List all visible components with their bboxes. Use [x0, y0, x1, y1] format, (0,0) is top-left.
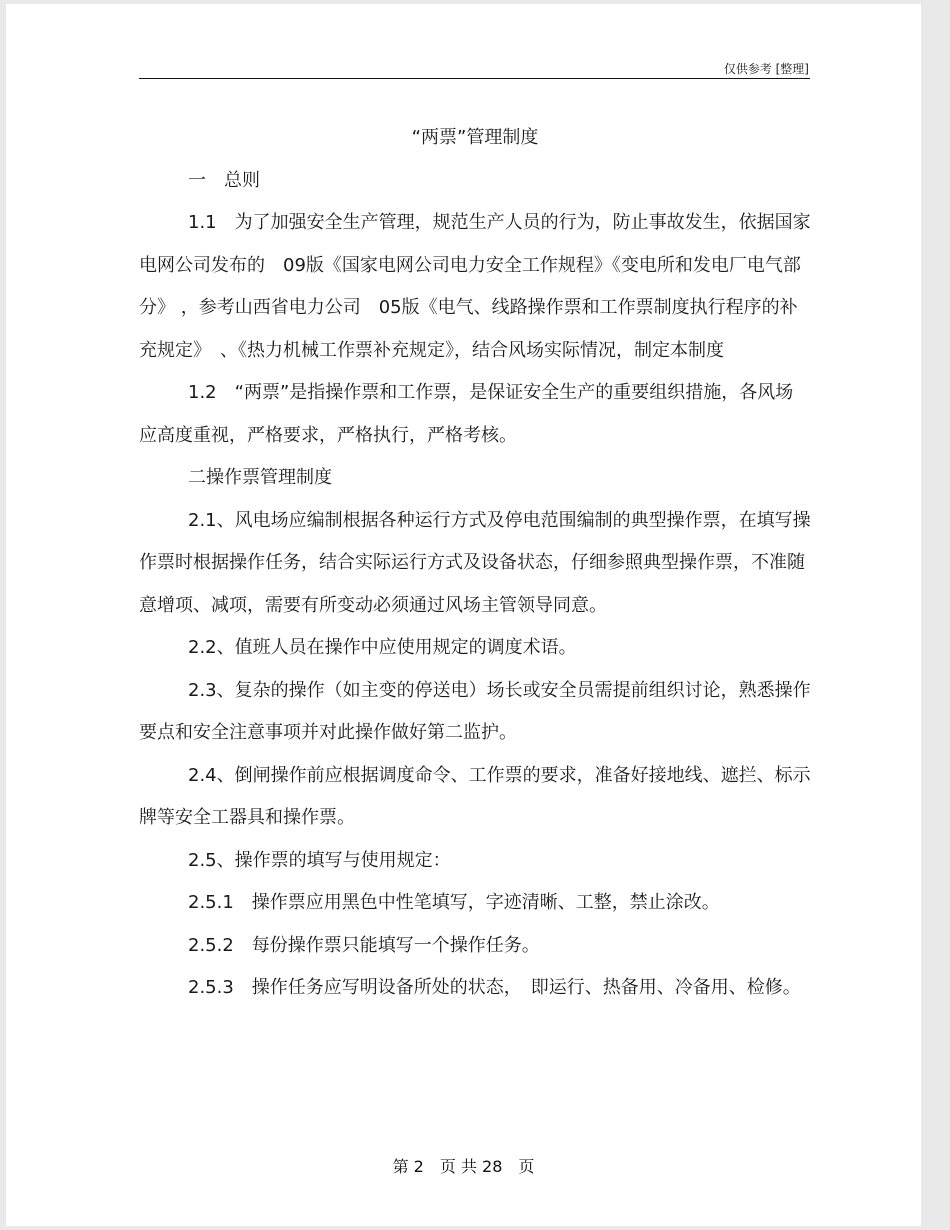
paragraph-2-5-2: 2.5.2 每份操作票只能填写一个操作任务。 [188, 934, 540, 956]
document-title: “两票”管理制度 [411, 127, 539, 148]
paragraph-2-2: 2.2、值班人员在操作中应使用规定的调度术语。 [188, 637, 577, 658]
paragraph-1-1: 1.1 为了加强安全生产管理，规范生产人员的行为，防止事故发生，依据国家电网公司发布的 09版《国家电网公司电力安全工作规程》《变电所和发电厂电气部分》 ，参考山西省电力公司 05版《电气、线路操作票和工作票制度执行程序的补充规定》 、《热力机械工作票补充规定》，结合风场实际情况，制定本制度 [139, 212, 811, 361]
section-heading-operation-ticket: 二操作票管理制度 [188, 467, 332, 488]
paragraph-2-4: 2.4、倒闸操作前应根据调度命令、工作票的要求，准备好接地线、遮拦、标示牌等安全工器具和操作票。 [139, 764, 811, 828]
paragraph-2-1: 2.1、风电场应编制根据各种运行方式及停电范围编制的典型操作票，在填写操作票时根据操作任务，结合实际运行方式及设备状态，仔细参照典型操作票，不准随意增项、减项，需要有所变动必须通过风场主管领导同意。 [139, 509, 811, 616]
document-page [6, 4, 921, 1226]
paragraph-2-5-3: 2.5.3 操作任务应写明设备所处的状态， 即运行、热备用、冷备用、检修。 [188, 977, 801, 998]
document-body [139, 117, 811, 1010]
paragraph-2-3: 2.3、复杂的操作（如主变的停送电）场长或安全员需提前组织讨论，熟悉操作要点和安全注意事项并对此操作做好第二监护。 [139, 679, 811, 743]
page-number-footer: 第 2 页 共 28 页 [392, 1157, 535, 1176]
header-rule [139, 78, 810, 79]
section-heading-general: 一 总则 [188, 169, 260, 191]
paragraph-2-5: 2.5、操作票的填写与使用规定： [188, 849, 451, 871]
paragraph-1-2: 1.2 “两票”是指操作票和工作票，是保证安全生产的重要组织措施，各风场应高度重视，严格要求，严格执行，严格考核。 [139, 382, 794, 446]
paragraph-2-5-1: 2.5.1 操作票应用黑色中性笔填写，字迹清晰、工整，禁止涂改。 [188, 892, 720, 913]
header-note: 仅供参考 [整理] [723, 62, 809, 76]
